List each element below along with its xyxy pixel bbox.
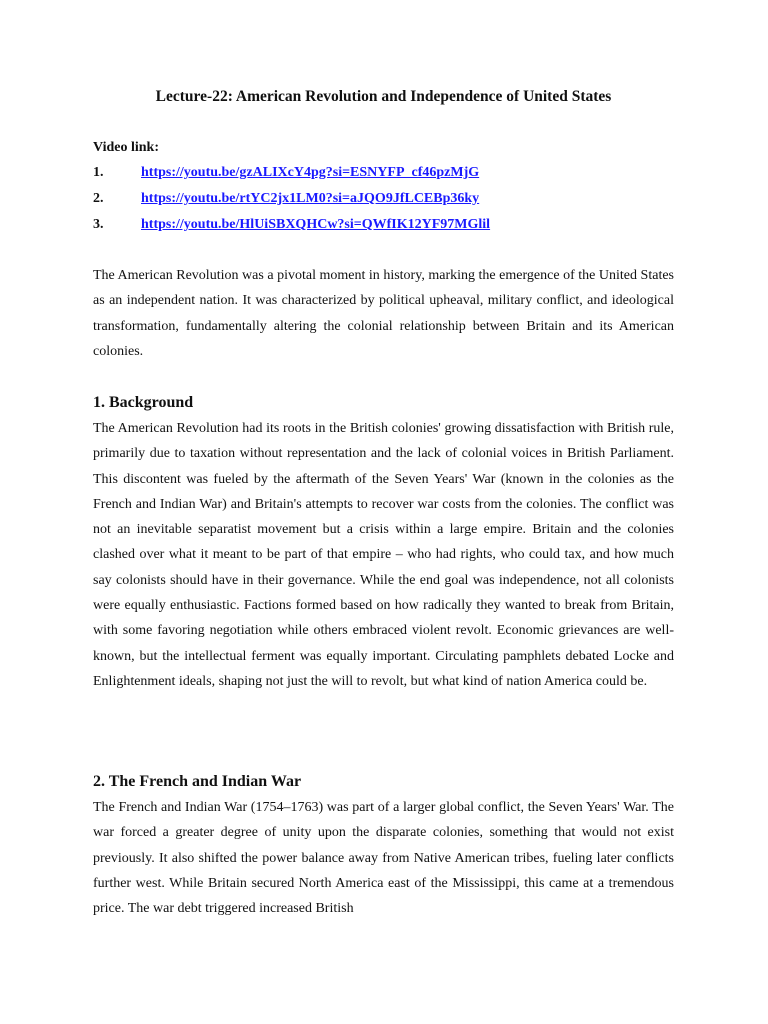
video-link-item <box>93 163 674 189</box>
page-title: Lecture-22: American Revolution and Independence of United States <box>155 88 612 105</box>
video-link-item <box>93 215 674 241</box>
video-link-item <box>93 189 674 215</box>
intro-paragraph: The American Revolution was a pivotal moment in history, marking the emergence of the United States as an independent nation. It was characterized by political upheaval, military conflict, and ideological transformation, fundamentally altering the colonial relationship between Britain and its American colonies. <box>93 268 674 359</box>
video-link-1[interactable]: https://youtu.be/gzALIXcY4pg?si=ESNYFP_cf46pzMjG <box>141 165 480 180</box>
video-link-list <box>93 163 674 241</box>
section-heading-background: 1. Background <box>93 394 194 411</box>
video-link-label: Video link: <box>93 140 159 155</box>
link-number: 3. <box>93 217 104 232</box>
link-number: 1. <box>93 165 104 180</box>
link-number: 2. <box>93 191 104 206</box>
video-link-3[interactable]: https://youtu.be/HlUiSBXQHCw?si=QWfIK12YF97MGlil <box>141 217 491 232</box>
section-body-background: The American Revolution had its roots in the British colonies' growing dissatisfaction with British rule, primarily due to taxation without representation and the lack of colonial voices in British Parliament. This discontent was fueled by the aftermath of the Seven Years' War (known in the colonies as the French and Indian War) and Britain's attempts to recover war costs from the colonies. The conflict was not an inevitable separatist movement but a crisis within a large empire. Britain and the colonies clashed over what it meant to be part of that empire – who had rights, who could tax, and how much say colonists should have in their governance. While the end goal was independence, not all colonists were equally enthusiastic. Factions formed based on how radically they wanted to break from Britain, with some favoring negotiation while others embraced violent revolt. Economic grievances are well-known, but the intellectual ferment was equally important. Circulating pamphlets debated Locke and Enlightenment ideals, shaping not just the will to revolt, but what kind of nation America could be. <box>93 421 674 689</box>
video-link-2[interactable]: https://youtu.be/rtYC2jx1LM0?si=aJQO9JfLCEBp36ky <box>141 191 480 206</box>
section-body-french-indian-war: The French and Indian War (1754–1763) was part of a larger global conflict, the Seven Years' War. The war forced a greater degree of unity upon the disparate colonies, something that would not exist previously. It also shifted the power balance away from Native American tribes, fueling later conflicts further west. While Britain secured North America east of the Mississippi, this came at a tremendous price. The war debt triggered increased British <box>93 800 674 917</box>
section-heading-french-indian-war: 2. The French and Indian War <box>93 773 302 790</box>
